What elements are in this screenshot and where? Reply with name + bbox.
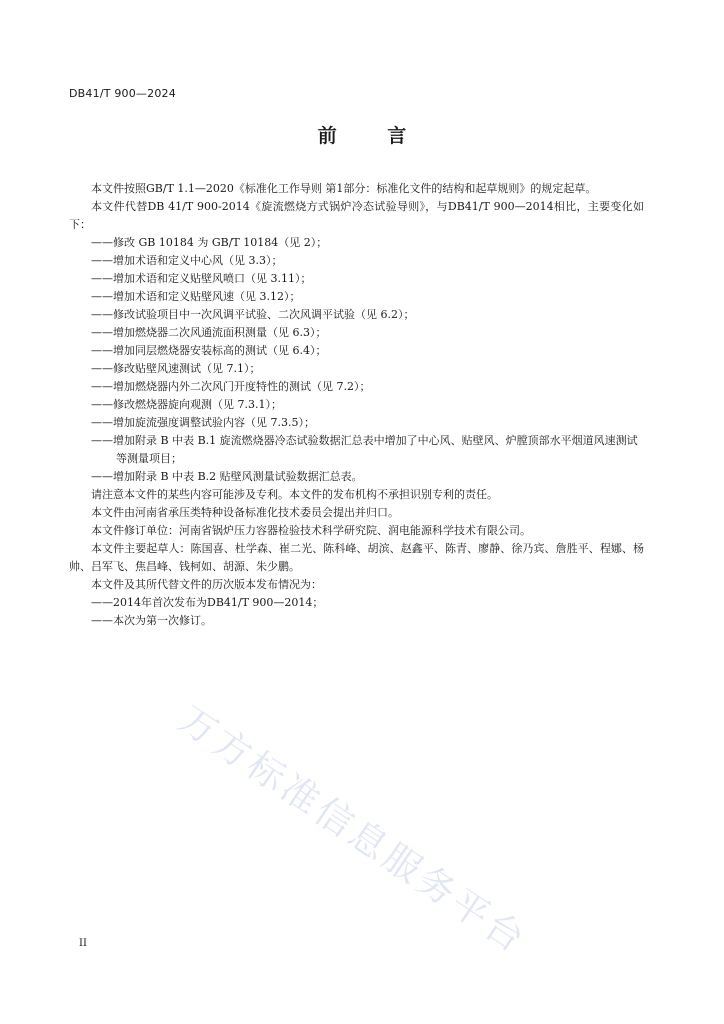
paragraph-proposer: 本文件由河南省承压类特种设备标准化技术委员会提出并归口。 xyxy=(91,506,399,519)
change-item: ——增加燃烧器内外二次风门开度特性的测试（见 7.2）； xyxy=(91,380,371,393)
paragraph-revising-units: 本文件修订单位：河南省锅炉压力容器检验技术科学研究院、润电能源科学技术有限公司。 xyxy=(91,524,531,537)
change-item: ——增加同层燃烧器安装标高的测试（见 6.4）； xyxy=(91,344,327,357)
change-item: ——增加附录 B 中表 B.1 旋流燃烧器冷态试验数据汇总表中增加了中心风、贴壁风、炉膛顶部水平烟道风速测试等测量项目； xyxy=(91,434,638,465)
change-item: ——修改试验项目中一次风调平试验、二次风调平试验（见 6.2）； xyxy=(91,308,415,321)
change-item: ——增加旋流强度调整试验内容（见 7.3.5）； xyxy=(91,416,315,429)
paragraph-drafters: 本文件主要起草人：陈国喜、杜学森、崔二光、陈科峰、胡滨、赵鑫平、陈青、廖静、徐乃宾、詹胜平、程娜、杨帅、吕军飞、焦昌峰、钱柯如、胡源、朱少鹏。 xyxy=(69,542,644,573)
change-item: ——增加术语和定义贴壁风喷口（见 3.11）； xyxy=(91,272,312,285)
change-item: ——增加燃烧器二次风通流面积测量（见 6.3）； xyxy=(91,326,327,339)
change-item: ——增加术语和定义中心风（见 3.3）； xyxy=(91,254,283,267)
paragraph-drafting-basis: 本文件按照GB/T 1.1—2020《标准化工作导则 第1部分：标准化文件的结构和起草规则》的规定起草。 xyxy=(91,182,597,195)
change-item: ——修改燃烧器旋向观测（见 7.3.1）； xyxy=(91,398,282,411)
document-code: DB41/T 900—2024 xyxy=(69,87,176,100)
change-item: ——修改贴壁风速测试（见 7.1）； xyxy=(91,362,261,375)
change-item: ——增加附录 B 中表 B.2 贴壁风测量试验数据汇总表。 xyxy=(91,470,363,483)
watermark: 万方标准信息服务平台 xyxy=(170,697,535,963)
paragraph-history: 本文件及其所代替文件的历次版本发布情况为： xyxy=(91,578,322,591)
paragraph-replacement: 本文件代替DB 41/T 900-2014《旋流燃烧方式锅炉冷态试验导则》，与DB41/T 900—2014相比，主要变化如下： xyxy=(69,200,644,231)
page-title: 前 言 xyxy=(317,125,429,147)
change-item: ——增加术语和定义贴壁风速（见 3.12）； xyxy=(91,290,301,303)
paragraph-patent-notice: 请注意本文件的某些内容可能涉及专利。本文件的发布机构不承担识别专利的责任。 xyxy=(91,488,498,501)
history-item: ——2014年首次发布为DB41/T 900—2014； xyxy=(91,596,324,609)
history-item: ——本次为第一次修订。 xyxy=(91,614,212,627)
change-item: ——修改 GB 10184 为 GB/T 10184（见 2）； xyxy=(91,236,328,249)
page-number: II xyxy=(79,938,87,949)
document-body xyxy=(69,180,644,630)
